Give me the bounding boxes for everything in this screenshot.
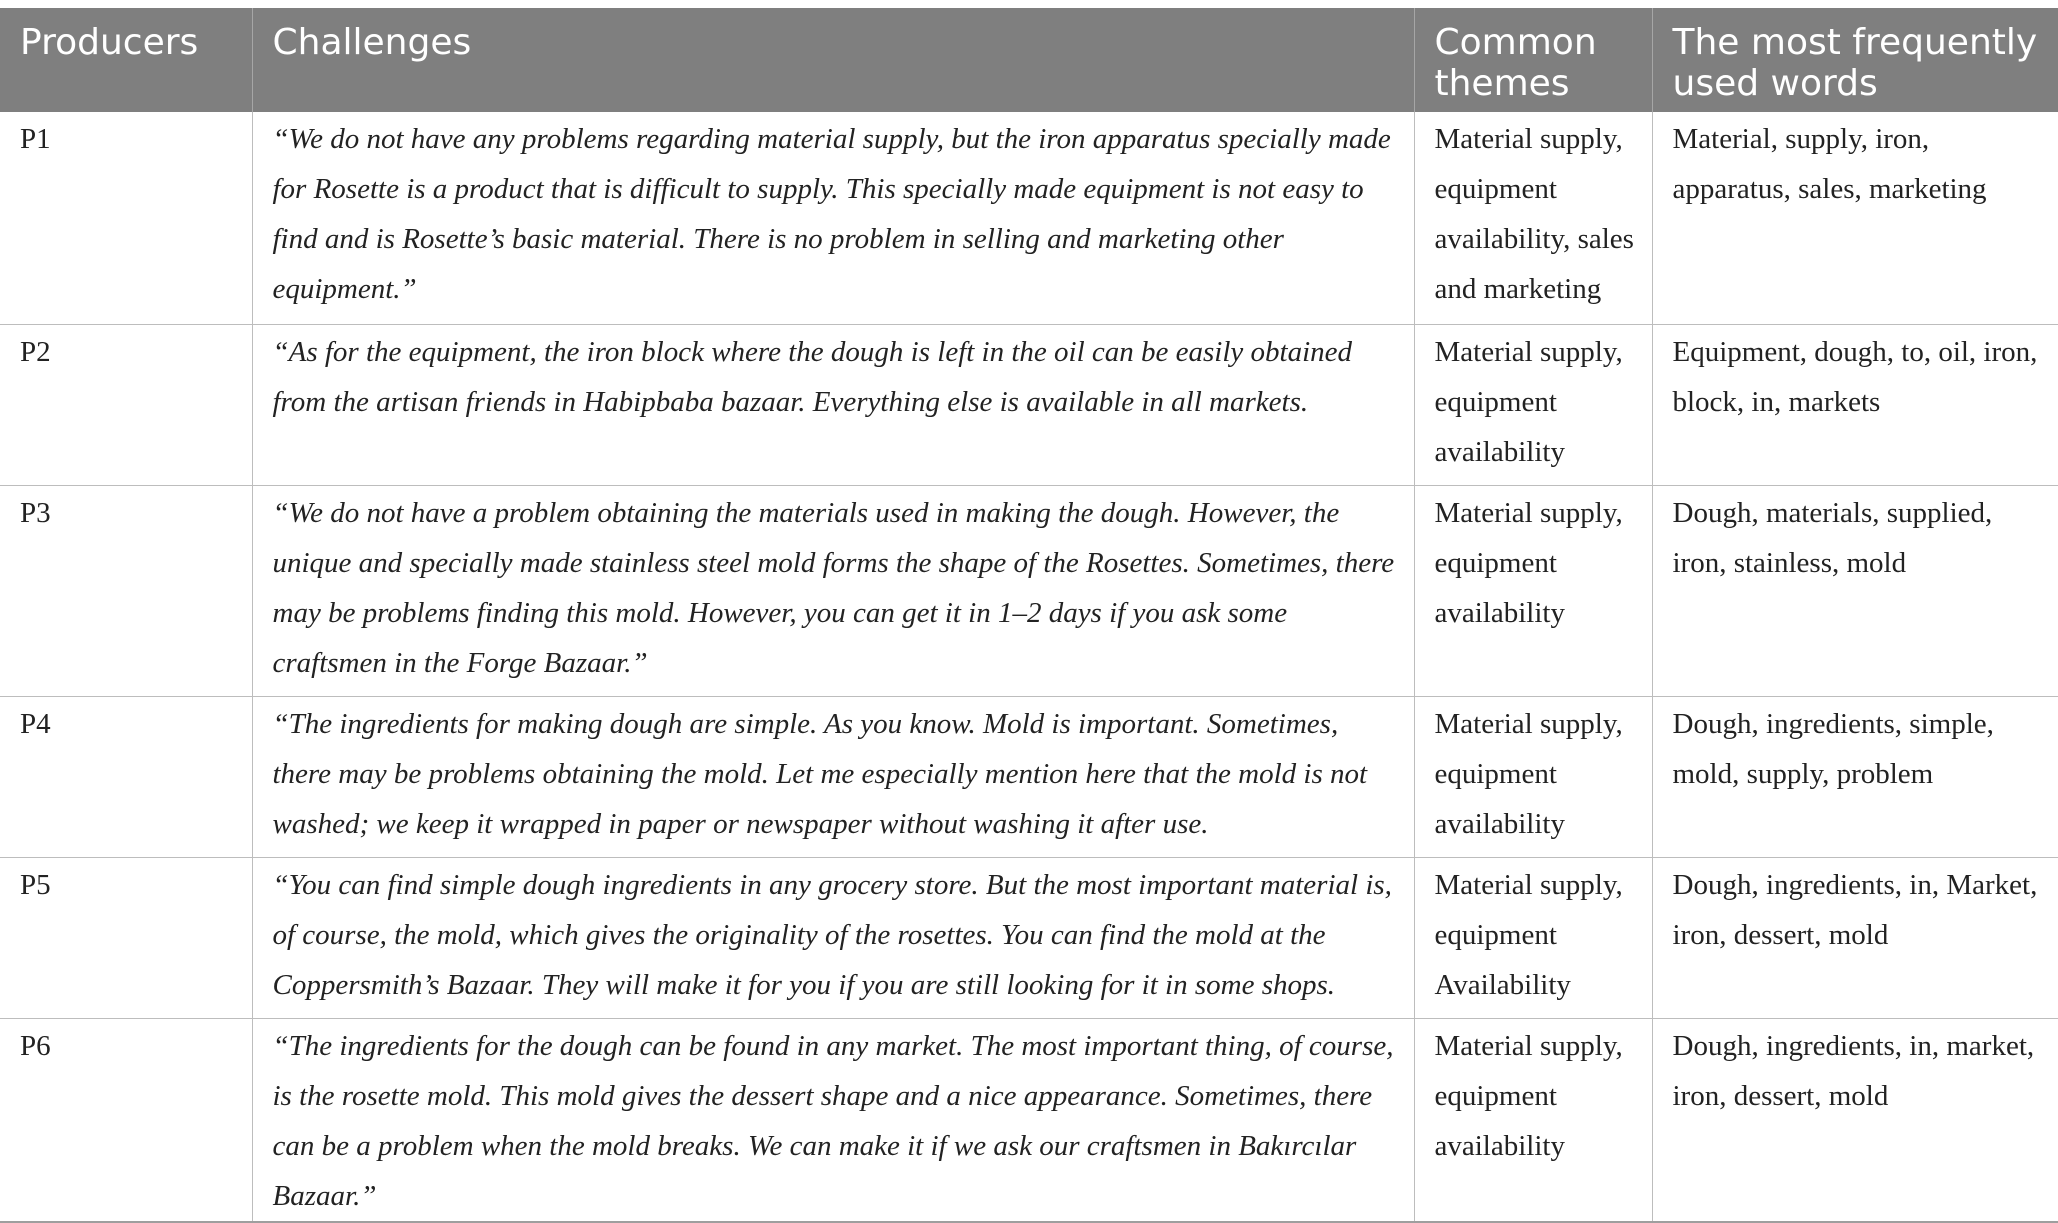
challenge-cell: “The ingredients for making dough are simple. As you know. Mold is important. Sometimes, there may be problems obtaining the mold. Let me especially mention here that the mold is not washed; we keep it wrapped in paper or newspaper without washing it after use.	[252, 696, 1414, 857]
producer-cell: P4	[0, 696, 252, 857]
challenge-cell: “We do not have a problem obtaining the materials used in making the dough. However, the unique and specially made stainless steel mold forms the shape of the Rosettes. Sometimes, there may be problems finding this mold. However, you can get it in 1–2 days if you ask some craftsmen in the Forge Bazaar.”	[252, 485, 1414, 696]
table-row	[0, 1018, 2058, 1222]
themes-cell: Material supply, equipment availability, sales and marketing	[1414, 112, 1652, 324]
challenge-cell: “You can find simple dough ingredients in any grocery store. But the most important material is, of course, the mold, which gives the originality of the rosettes. You can find the mold at the Coppersmith’s Bazaar. They will make it for you if you are still looking for it in some shops.	[252, 857, 1414, 1018]
words-cell: Dough, ingredients, in, Market, iron, dessert, mold	[1652, 857, 2058, 1018]
challenge-cell: “As for the equipment, the iron block where the dough is left in the oil can be easily obtained from the artisan friends in Habipbaba bazaar. Everything else is available in all markets.	[252, 324, 1414, 485]
themes-cell: Material supply, equipment availability	[1414, 324, 1652, 485]
themes-cell: Material supply, equipment Availability	[1414, 857, 1652, 1018]
producer-cell: P3	[0, 485, 252, 696]
header-challenges: Challenges	[252, 8, 1414, 112]
challenge-cell: “The ingredients for the dough can be found in any market. The most important thing, of course, is the rosette mold. This mold gives the dessert shape and a nice appearance. Sometimes, there can be a problem when the mold breaks. We can make it if we ask our craftsmen in Bakırcılar Bazaar.”	[252, 1018, 1414, 1222]
producer-challenges-table	[0, 8, 2058, 1223]
words-cell: Equipment, dough, to, oil, iron, block, in, markets	[1652, 324, 2058, 485]
header-common-themes: Common themes	[1414, 8, 1652, 112]
challenge-cell: “We do not have any problems regarding material supply, but the iron apparatus specially made for Rosette is a product that is difficult to supply. This specially made equipment is not easy to find and is Rosette’s basic material. There is no problem in selling and marketing other equipment.”	[252, 112, 1414, 324]
words-cell: Dough, materials, supplied, iron, stainless, mold	[1652, 485, 2058, 696]
header-frequent-words: The most frequently used words	[1652, 8, 2058, 112]
header-producers: Producers	[0, 8, 252, 112]
table-row	[0, 485, 2058, 696]
table-row	[0, 696, 2058, 857]
themes-cell: Material supply, equipment availability	[1414, 1018, 1652, 1222]
table-row	[0, 324, 2058, 485]
producer-cell: P1	[0, 112, 252, 324]
header-row	[0, 8, 2058, 112]
words-cell: Material, supply, iron, apparatus, sales, marketing	[1652, 112, 2058, 324]
themes-cell: Material supply, equipment availability	[1414, 696, 1652, 857]
words-cell: Dough, ingredients, simple, mold, supply, problem	[1652, 696, 2058, 857]
words-cell: Dough, ingredients, in, market, iron, dessert, mold	[1652, 1018, 2058, 1222]
themes-cell: Material supply, equipment availability	[1414, 485, 1652, 696]
producer-cell: P2	[0, 324, 252, 485]
table-row	[0, 857, 2058, 1018]
table-row	[0, 112, 2058, 324]
producer-cell: P5	[0, 857, 252, 1018]
producer-cell: P6	[0, 1018, 252, 1222]
